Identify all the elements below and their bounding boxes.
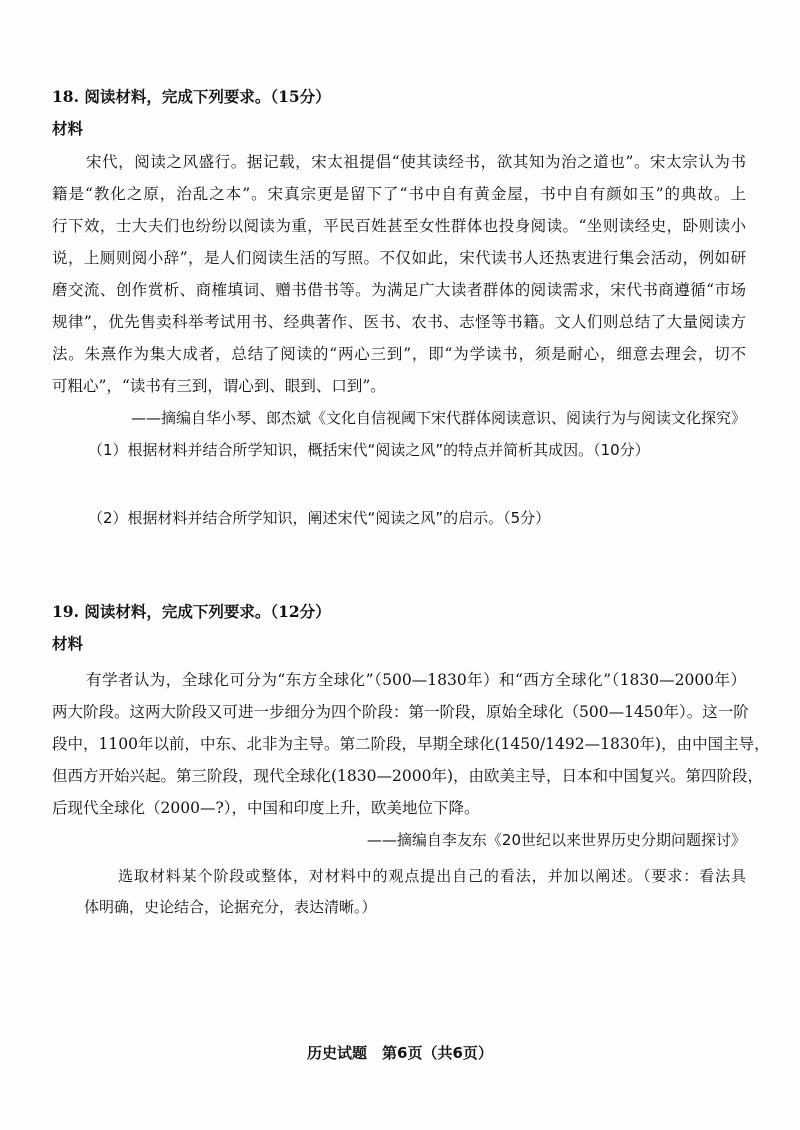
q19-task: 选取材料某个阶段或整体，对材料中的观点提出自己的看法，并加以阐述。（要求：看法具 [118, 867, 746, 885]
q18-line: 磨交流、创作赏析、商榷填词、赠书借书等。为满足广大读者群体的阅读需求，宋代书商遵循“市场 [52, 281, 746, 299]
q18-line: 籍是“教化之原，治乱之本”。宋真宗更是留下了“书中自有黄金屋，书中自有颜如玉”的典故。上 [52, 185, 746, 203]
q18-material-label: 材料 [52, 119, 84, 138]
q18-line: 法。朱熹作为集大成者，总结了阅读的“两心三到”，即“为学读书，须是耐心，细意去理会，切不 [52, 345, 746, 363]
q19-title: 19. 阅读材料，完成下列要求。（12分） [52, 602, 331, 621]
q18-line: 规律”，优先售卖科举考试用书、经典著作、医书、农书、志怪等书籍。文人们则总结了大量阅读方 [52, 313, 746, 331]
q19-line: 两大阶段。这两大阶段又可进一步细分为四个阶段：第一阶段，原始全球化（500—1450年）。这一阶 [52, 703, 749, 721]
q18-line: 可粗心”，“读书有三到，谓心到、眼到、口到”。 [52, 377, 386, 395]
q19-line: 有学者认为，全球化可分为“东方全球化”（500—1830年）和“西方全球化”（1830—2000年） [86, 671, 746, 689]
q19-line: 段中，1100年以前，中东、北非为主导。第二阶段，早期全球化(1450/1492—1830年)，由中国主导， [52, 735, 770, 753]
q19-line: 但西方开始兴起。第三阶段，现代全球化(1830—2000年)，由欧美主导，日本和中国复兴。第四阶段， [52, 767, 763, 785]
q18-line: 宋代，阅读之风盛行。据记载，宋太祖提倡“使其读经书，欲其知为治之道也”。宋太宗认为书 [86, 153, 746, 171]
q19-task: 体明确，史论结合，论据充分，表达清晰。） [84, 898, 377, 916]
q19-source: ——摘编自李友东《20世纪以来世界历史分期问题探讨》 [366, 831, 746, 849]
q18-sub-question-1: （1）根据材料并结合所学知识，概括宋代“阅读之风”的特点并简析其成因。（10分） [88, 441, 650, 459]
q18-line: 行下效，士大夫们也纷纷以阅读为重，平民百姓甚至女性群体也投身阅读。“坐则读经史，卧则读小 [52, 217, 746, 235]
q18-source: ——摘编自华小琴、郎杰斌《文化自信视阈下宋代群体阅读意识、阅读行为与阅读文化探究》 [130, 409, 746, 427]
q18-line: 说，上厕则阅小辞”，是人们阅读生活的写照。不仅如此，宋代读书人还热衷进行集会活动，例如研 [52, 249, 746, 267]
q18-sub-question-2: （2）根据材料并结合所学知识，阐述宋代“阅读之风”的启示。（5分） [88, 509, 551, 527]
page-footer: 历史试题 第6页（共6页） [307, 1044, 493, 1062]
q18-title: 18. 阅读材料，完成下列要求。（15分） [52, 87, 331, 106]
q19-material-label: 材料 [52, 634, 84, 653]
q19-line: 后现代全球化（2000—?），中国和印度上升，欧美地位下降。 [52, 799, 480, 817]
